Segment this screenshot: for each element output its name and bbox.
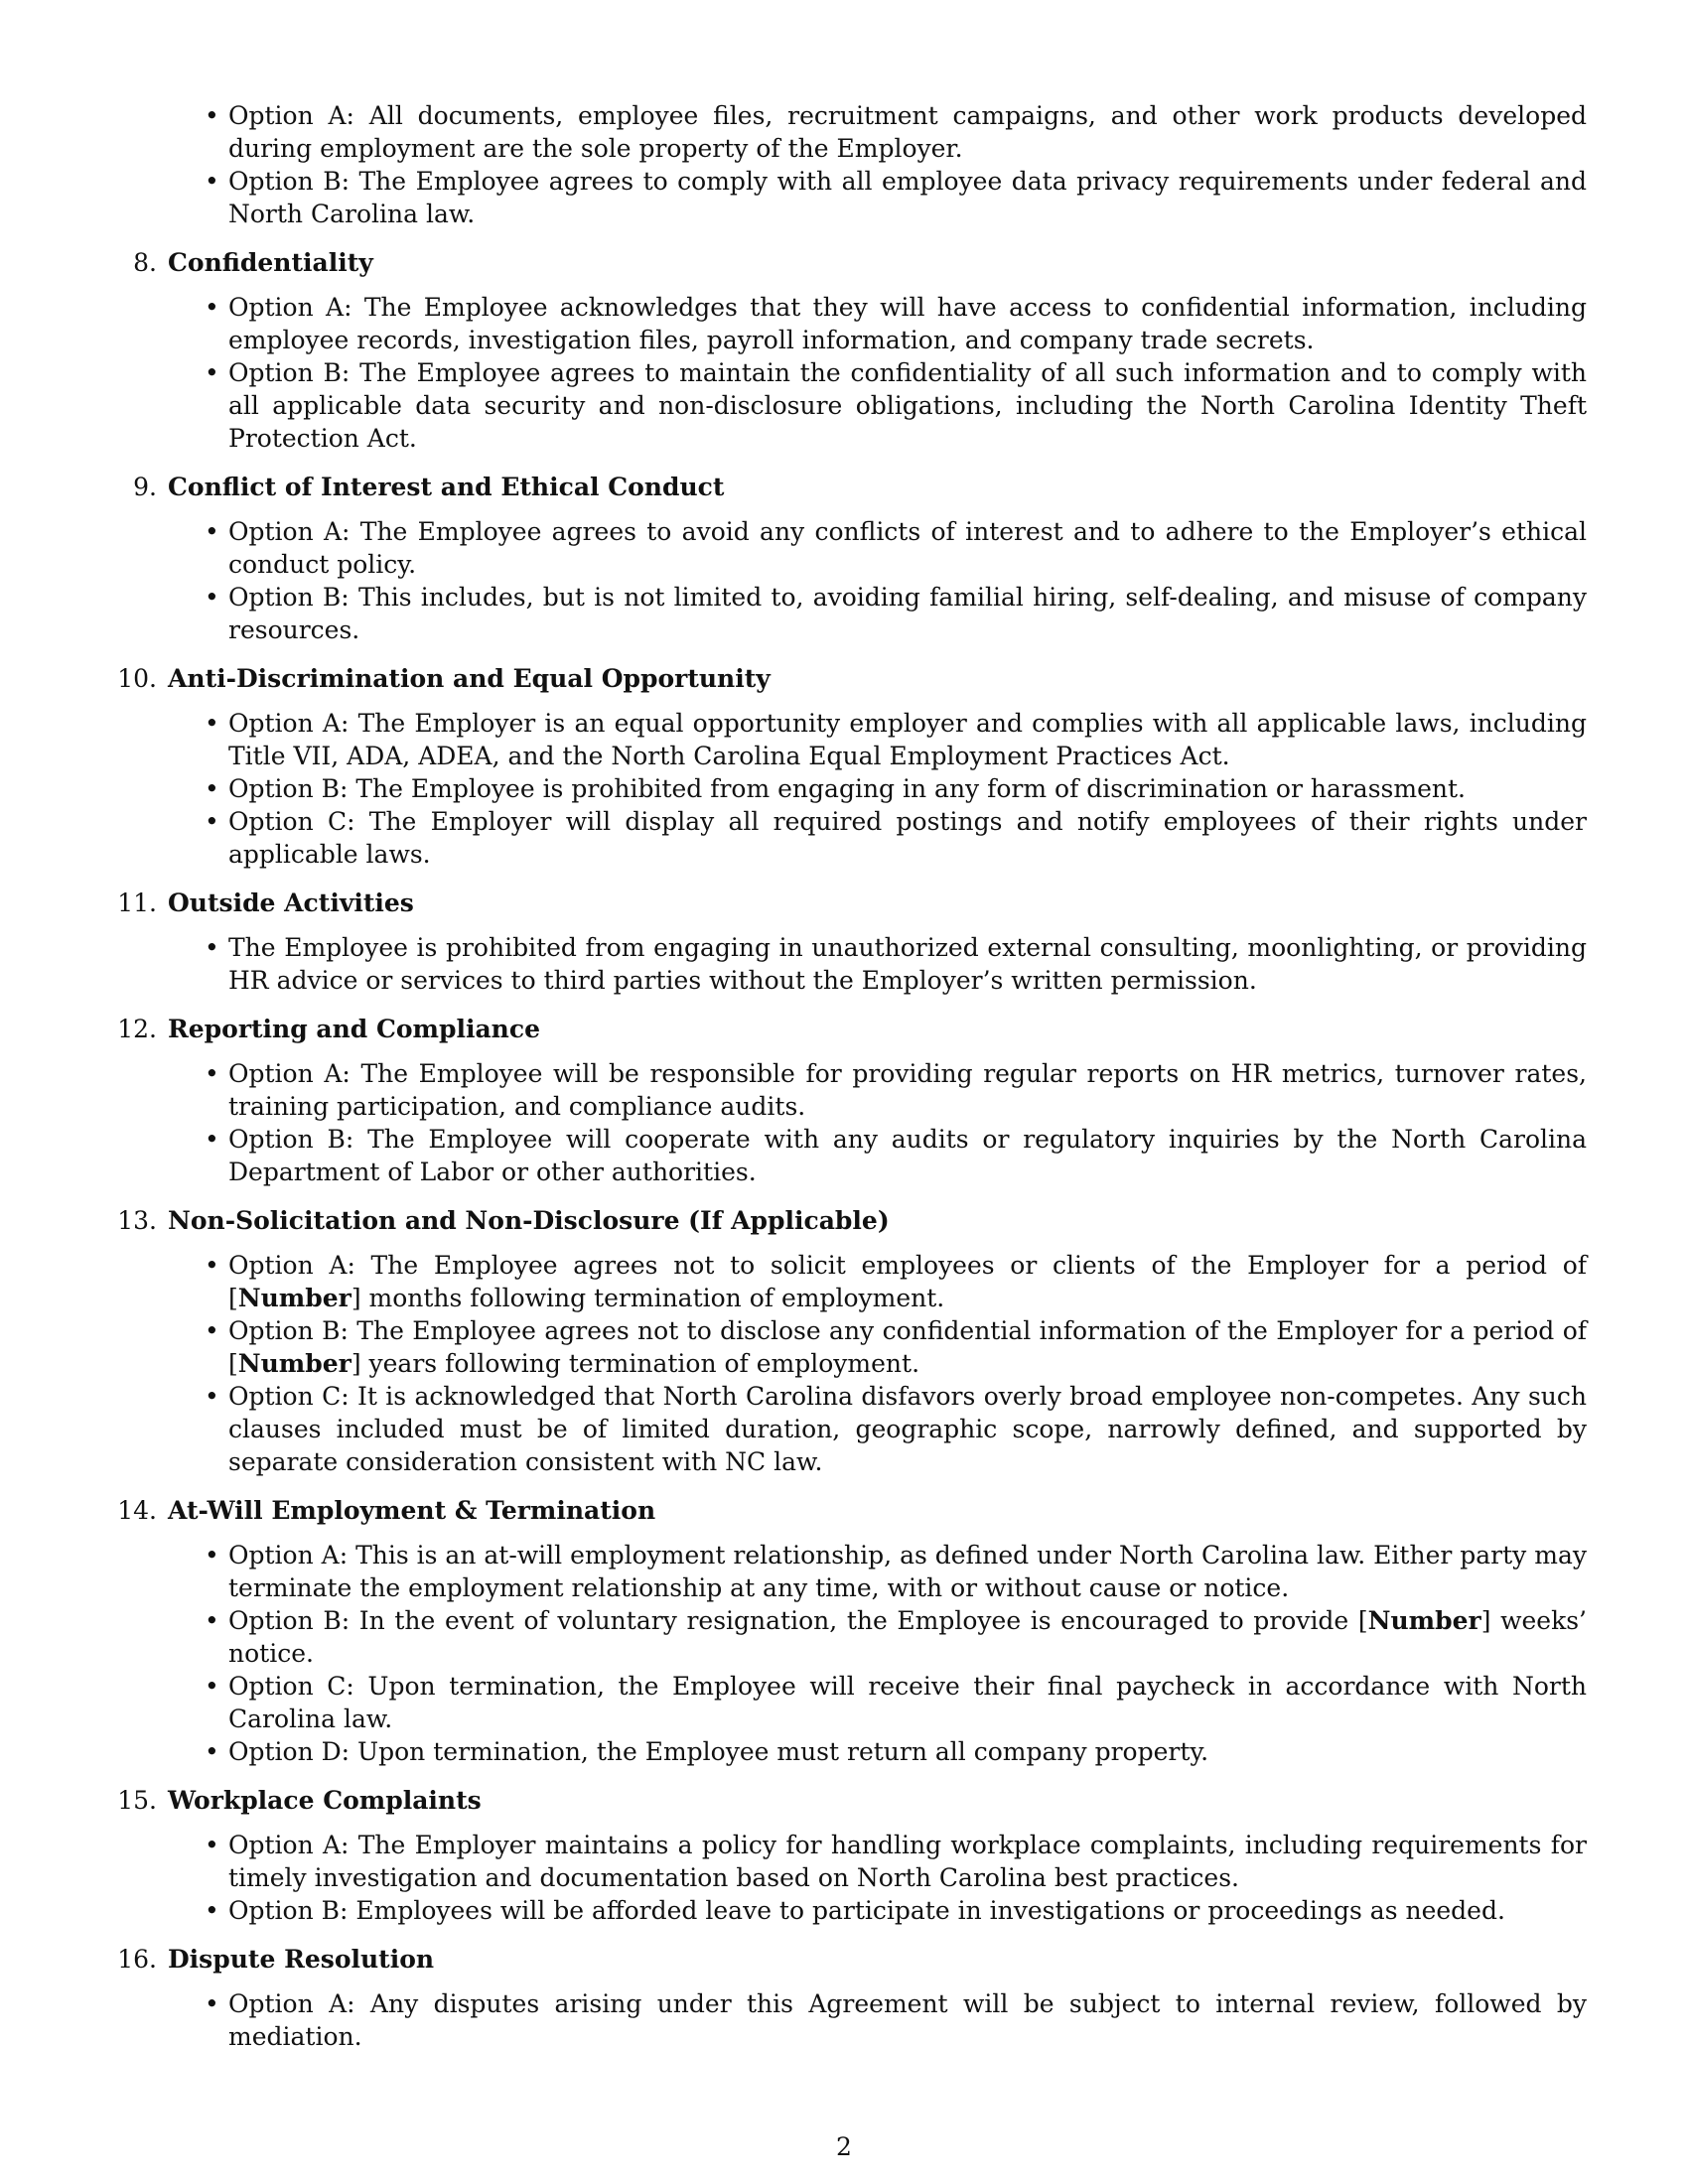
section-title: At-Will Employment & Termination bbox=[168, 1496, 656, 1525]
section-number: 9. bbox=[133, 473, 157, 501]
section-heading bbox=[117, 1494, 1587, 1527]
section-title: Dispute Resolution bbox=[168, 1945, 435, 1974]
list-item: • The Employee is prohibited from engaging in unauthorized external consulting, moonlighting, or providing HR advice or services to third parties without the Employer’s written permission. bbox=[228, 931, 1587, 997]
section-heading bbox=[117, 662, 1587, 695]
section bbox=[117, 1784, 1587, 1927]
list-item: • Option A: The Employee will be responsible for providing regular reports on HR metrics, turnover rates, training participation, and compliance audits. bbox=[228, 1057, 1587, 1123]
section-heading bbox=[117, 1204, 1587, 1237]
section-number: 12. bbox=[117, 1015, 157, 1043]
section bbox=[117, 1494, 1587, 1768]
list-item: • Option A: The Employee agrees to avoid any conflicts of interest and to adhere to the Employer’s ethical conduct policy. bbox=[228, 515, 1587, 581]
item-text: Option A: The Employee agrees not to solicit employees or clients of the Employer for a period of [ bbox=[228, 1251, 1587, 1312]
list-item: • Option B: The Employee agrees to comply with all employee data privacy requirements under federal and North Carolina law. bbox=[228, 165, 1587, 230]
list-item: • Option B: The Employee will cooperate with any audits or regulatory inquiries by the North Carolina Department of Labor or other authorities. bbox=[228, 1123, 1587, 1188]
section-heading bbox=[117, 471, 1587, 503]
section-heading bbox=[117, 246, 1587, 279]
option-list bbox=[117, 1829, 1587, 1927]
section bbox=[117, 1013, 1587, 1188]
list-item: • Option C: The Employer will display all required postings and notify employees of their rights under applicable laws. bbox=[228, 805, 1587, 871]
item-text: ] weeks’ notice. bbox=[228, 1606, 1587, 1668]
section-number: 14. bbox=[117, 1496, 157, 1525]
placeholder-number: Number bbox=[237, 1284, 352, 1312]
section bbox=[117, 887, 1587, 997]
list-item: • Option B: Employees will be afforded leave to participate in investigations or proceedings as needed. bbox=[228, 1894, 1587, 1927]
section-heading bbox=[117, 1784, 1587, 1817]
option-list bbox=[117, 515, 1587, 646]
list-item: • Option A: Any disputes arising under this Agreement will be subject to internal review, followed by mediation. bbox=[228, 1987, 1587, 2053]
option-list bbox=[117, 1057, 1587, 1188]
sections-container bbox=[117, 246, 1587, 2053]
list-item bbox=[228, 1604, 1587, 1670]
list-item: • Option A: The Employer is an equal opportunity employer and complies with all applicable laws, including Title VII, ADA, ADEA, and the North Carolina Equal Employment Practices Act. bbox=[228, 707, 1587, 772]
option-list bbox=[117, 291, 1587, 455]
list-item bbox=[228, 1314, 1587, 1380]
section-number: 11. bbox=[117, 888, 157, 917]
list-item: • Option A: This is an at-will employment relationship, as defined under North Carolina law. Either party may terminate the employment relationship at any time, with or without cause or notice. bbox=[228, 1539, 1587, 1604]
section-number: 15. bbox=[117, 1786, 157, 1815]
section-number: 8. bbox=[133, 248, 157, 277]
list-item: • Option C: It is acknowledged that North Carolina disfavors overly broad employee non-competes. Any such clauses included must be of limited duration, geographic scope, narrowly defined, and supported by separate consideration consistent with NC law. bbox=[228, 1380, 1587, 1478]
list-item bbox=[228, 1249, 1587, 1314]
item-text: ] months following termination of employment. bbox=[351, 1284, 945, 1312]
section bbox=[117, 1943, 1587, 2053]
option-list bbox=[117, 1987, 1587, 2053]
section-title: Conflict of Interest and Ethical Conduct bbox=[168, 473, 725, 501]
section-title: Reporting and Compliance bbox=[168, 1015, 540, 1043]
section bbox=[117, 1204, 1587, 1478]
item-text: Option B: In the event of voluntary resignation, the Employee is encouraged to provide [ bbox=[228, 1606, 1368, 1635]
list-item: • Option A: The Employee acknowledges that they will have access to confidential information, including employee records, investigation files, payroll information, and company trade secrets. bbox=[228, 291, 1587, 356]
carryover-list bbox=[117, 99, 1587, 230]
item-text: Option B: The Employee agrees not to disclose any confidential information of the Employer for a period of [ bbox=[228, 1316, 1587, 1378]
section-title: Anti-Discrimination and Equal Opportunity bbox=[168, 664, 771, 693]
option-list bbox=[117, 1539, 1587, 1768]
list-item: • Option B: The Employee agrees to maintain the confidentiality of all such information and to comply with all applicable data security and non-disclosure obligations, including the North Carolina Identity Theft Protection Act. bbox=[228, 356, 1587, 455]
section-heading bbox=[117, 1013, 1587, 1045]
list-item: • Option D: Upon termination, the Employee must return all company property. bbox=[228, 1735, 1587, 1768]
section-heading bbox=[117, 1943, 1587, 1976]
section-number: 10. bbox=[117, 664, 157, 693]
option-list bbox=[117, 707, 1587, 871]
section bbox=[117, 246, 1587, 455]
item-text: ] years following termination of employment. bbox=[351, 1349, 920, 1378]
placeholder-number: Number bbox=[1367, 1606, 1481, 1635]
section-number: 13. bbox=[117, 1206, 157, 1235]
section-title: Workplace Complaints bbox=[168, 1786, 482, 1815]
section-heading bbox=[117, 887, 1587, 919]
list-item: • Option A: All documents, employee files, recruitment campaigns, and other work products developed during employment are the sole property of the Employer. bbox=[228, 99, 1587, 165]
option-list bbox=[117, 931, 1587, 997]
list-item: • Option B: This includes, but is not limited to, avoiding familial hiring, self-dealing, and misuse of company resources. bbox=[228, 581, 1587, 646]
section bbox=[117, 662, 1587, 871]
list-item: • Option C: Upon termination, the Employee will receive their final paycheck in accordance with North Carolina law. bbox=[228, 1670, 1587, 1735]
section bbox=[117, 471, 1587, 646]
section-title: Non-Solicitation and Non-Disclosure (If Applicable) bbox=[168, 1206, 890, 1235]
section-title: Outside Activities bbox=[168, 888, 414, 917]
placeholder-number: Number bbox=[237, 1349, 352, 1378]
section-number: 16. bbox=[117, 1945, 157, 1974]
page-number: 2 bbox=[836, 2132, 852, 2161]
section-title: Confidentiality bbox=[168, 248, 373, 277]
list-item: • Option A: The Employer maintains a policy for handling workplace complaints, including requirements for timely investigation and documentation based on North Carolina best practices. bbox=[228, 1829, 1587, 1894]
option-list bbox=[117, 1249, 1587, 1478]
list-item: • Option B: The Employee is prohibited from engaging in any form of discrimination or harassment. bbox=[228, 772, 1587, 805]
page-content bbox=[117, 99, 1587, 2053]
